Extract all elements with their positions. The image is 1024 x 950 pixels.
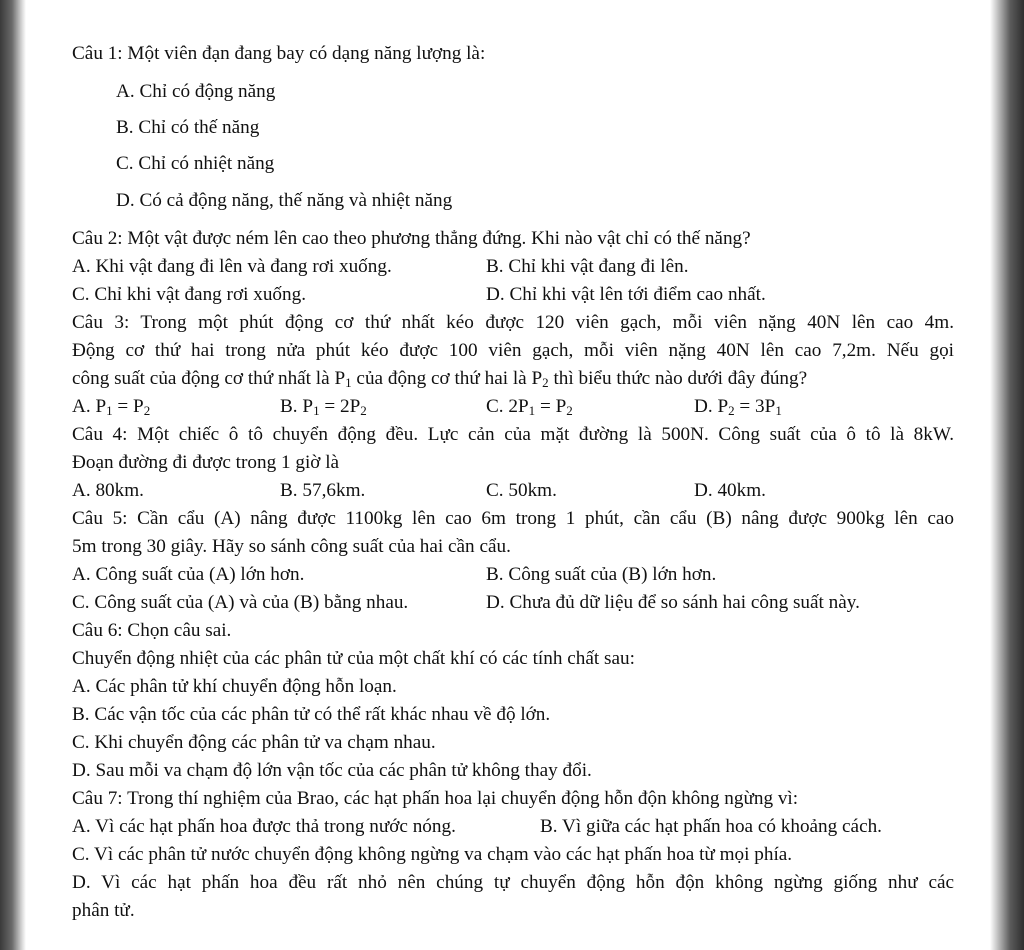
question-5-line-1: Câu 5: Cần cẩu (A) nâng được 1100kg lên cao 6m trong 1 phút, cần cẩu (B) nâng được 900kg lên cao xyxy=(72,508,954,529)
q7-option-d-line-1: D. Vì các hạt phấn hoa đều rất nhỏ nên chúng tự chuyển động hỗn độn không ngừng giống như các xyxy=(72,872,954,893)
q3-line3-part: thì biểu thức nào dưới đây đúng? xyxy=(548,368,808,389)
q3-line3-part: công suất của động cơ thứ nhất là P xyxy=(72,368,346,389)
q2-options-row-1 xyxy=(72,253,954,281)
q6-option-b: B. Các vận tốc của các phân tử có thể rất khác nhau về độ lớn. xyxy=(72,704,551,725)
q3-line3-part: của động cơ thứ hai là P xyxy=(351,368,543,389)
question-6-stem: Chuyển động nhiệt của các phân tử của một chất khí có các tính chất sau: xyxy=(72,648,635,669)
q3-b-part: B. P xyxy=(280,396,314,417)
q3-a-part: = P xyxy=(112,396,144,417)
question-7: Câu 7: Trong thí nghiệm của Brao, các hạt phấn hoa lại chuyển động hỗn độn không ngừng vì: xyxy=(72,788,799,809)
q1-option-d: D. Có cả động năng, thế năng và nhiệt năng xyxy=(116,190,453,211)
q7-option-a: A. Vì các hạt phấn hoa được thả trong nước nóng. xyxy=(72,816,456,837)
q5-option-d: D. Chưa đủ dữ liệu để so sánh hai công suất này. xyxy=(486,592,860,613)
q3-c-part: = P xyxy=(535,396,567,417)
question-4-line-1: Câu 4: Một chiếc ô tô chuyển động đều. Lực cản của mặt đường là 500N. Công suất của ô tô là 8kW. xyxy=(72,424,954,445)
subscript: 2 xyxy=(566,403,573,418)
q2-option-c: C. Chỉ khi vật đang rơi xuống. xyxy=(72,284,306,305)
q3-option-c xyxy=(486,393,573,421)
question-3-line-3 xyxy=(72,365,807,393)
q4-options-row xyxy=(72,477,954,505)
q3-option-b xyxy=(280,393,367,421)
q2-option-a: A. Khi vật đang đi lên và đang rơi xuống. xyxy=(72,256,392,277)
q7-option-c: C. Vì các phân tử nước chuyển động không ngừng va chạm vào các hạt phấn hoa từ mọi phía. xyxy=(72,844,793,865)
q3-c-part: C. 2P xyxy=(486,396,529,417)
q4-option-a: A. 80km. xyxy=(72,480,144,501)
q2-option-d: D. Chỉ khi vật lên tới điểm cao nhất. xyxy=(486,284,766,305)
q3-b-part: = 2P xyxy=(319,396,361,417)
q7-option-b: B. Vì giữa các hạt phấn hoa có khoảng cách. xyxy=(540,816,882,837)
q3-d-part: D. P xyxy=(694,396,729,417)
subscript: 1 xyxy=(106,403,113,418)
q4-option-b: B. 57,6km. xyxy=(280,480,366,501)
question-3-line-1: Câu 3: Trong một phút động cơ thứ nhất kéo được 120 viên gạch, mỗi viên nặng 40N lên cao 4m. xyxy=(72,312,954,333)
q7-options-row-1 xyxy=(72,813,954,841)
q6-option-d: D. Sau mỗi va chạm độ lớn vận tốc của các phân tử không thay đổi. xyxy=(72,760,592,781)
q5-option-b: B. Công suất của (B) lớn hơn. xyxy=(486,564,717,585)
q3-option-a xyxy=(72,393,150,421)
q2-option-b: B. Chỉ khi vật đang đi lên. xyxy=(486,256,689,277)
question-2: Câu 2: Một vật được ném lên cao theo phương thẳng đứng. Khi nào vật chỉ có thế năng? xyxy=(72,228,751,249)
q4-option-c: C. 50km. xyxy=(486,480,557,501)
question-5-line-2: 5m trong 30 giây. Hãy so sánh công suất của hai cần cẩu. xyxy=(72,536,511,557)
subscript: 2 xyxy=(143,403,151,418)
q1-option-c: C. Chỉ có nhiệt năng xyxy=(116,153,275,174)
q3-option-d xyxy=(694,393,782,421)
q5-options-row-2 xyxy=(72,589,954,617)
q5-options-row-1 xyxy=(72,561,954,589)
q5-option-a: A. Công suất của (A) lớn hơn. xyxy=(72,564,305,585)
q4-option-d: D. 40km. xyxy=(694,480,766,501)
photo-right-edge xyxy=(990,0,1024,950)
subscript: 2 xyxy=(728,403,735,418)
q3-options-row xyxy=(72,393,954,421)
question-6: Câu 6: Chọn câu sai. xyxy=(72,620,232,641)
question-3-line-2: Động cơ thứ hai trong nửa phút kéo được 100 viên gạch, mỗi viên nặng 40N lên cao 7,2m. Nếu gọi xyxy=(72,340,954,361)
subscript: 1 xyxy=(345,375,352,390)
q5-option-c: C. Công suất của (A) và của (B) bằng nhau. xyxy=(72,592,409,613)
q3-a-part: A. P xyxy=(72,396,107,417)
photo-left-edge xyxy=(0,0,26,950)
q6-option-a: A. Các phân tử khí chuyển động hỗn loạn. xyxy=(72,676,397,697)
subscript: 1 xyxy=(313,403,320,418)
subscript: 2 xyxy=(360,403,367,418)
q3-d-part: = 3P xyxy=(734,396,776,417)
q1-option-a: A. Chỉ có động năng xyxy=(116,81,276,102)
q6-option-c: C. Khi chuyển động các phân tử va chạm nhau. xyxy=(72,732,436,753)
question-1: Câu 1: Một viên đạn đang bay có dạng năng lượng là: xyxy=(72,43,486,64)
subscript: 1 xyxy=(775,403,782,418)
q7-option-d-line-2: phân tử. xyxy=(72,900,135,921)
subscript: 1 xyxy=(528,403,536,418)
subscript: 2 xyxy=(542,375,549,390)
question-4-line-2: Đoạn đường đi được trong 1 giờ là xyxy=(72,452,340,473)
exam-page xyxy=(72,0,954,950)
q2-options-row-2 xyxy=(72,281,954,309)
q1-option-b: B. Chỉ có thế năng xyxy=(116,117,260,138)
